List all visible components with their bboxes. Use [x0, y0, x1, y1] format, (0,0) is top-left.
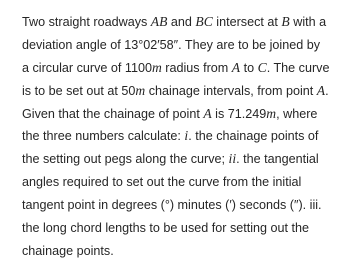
math-term: m	[151, 59, 162, 75]
text: the setting out pegs along the curve;	[22, 152, 229, 167]
question-line-7	[22, 148, 346, 171]
text: , where	[276, 106, 318, 121]
question-line-5	[22, 103, 346, 126]
question-text	[22, 11, 346, 263]
question-line-8: angles required to set out the curve from the initial	[22, 175, 302, 190]
math-term: m	[135, 82, 146, 98]
text: chainage intervals, from point	[145, 83, 317, 98]
question-line-9: tangent point in degrees (°) minutes (′) seconds (″). iii.	[22, 198, 322, 213]
text: Two straight roadways	[22, 15, 151, 29]
math-term: ii	[228, 151, 237, 167]
text: . the tangential	[236, 152, 319, 167]
math-term: C	[257, 59, 267, 75]
text: is to be set out at 50	[22, 83, 136, 98]
text: is 71.249	[211, 106, 267, 121]
math-term: m	[266, 105, 277, 121]
question-line-10: the long chord lengths to be used for setting out the	[22, 221, 310, 236]
text: . They are to be joined by	[178, 37, 321, 52]
text: intersect at	[212, 15, 282, 29]
math-term: A	[316, 82, 326, 98]
text: .	[325, 83, 329, 98]
math-term: i	[184, 128, 189, 144]
text: radius from	[161, 60, 232, 75]
question-line-6	[22, 125, 346, 148]
text: Given that the chainage of point	[22, 106, 204, 121]
math-term: A	[231, 59, 241, 75]
text: to	[240, 60, 258, 75]
text: . the chainage points of	[188, 129, 319, 144]
text: the three numbers calculate:	[22, 129, 185, 144]
question-line-11: chainage points.	[22, 243, 114, 258]
deviation-angle: 13°02′58″	[124, 37, 179, 52]
text: a circular curve of 1100	[22, 60, 152, 75]
question-line-2	[22, 34, 346, 57]
math-term: AB	[150, 14, 168, 29]
math-term: A	[203, 105, 212, 121]
question-line-3	[22, 57, 346, 80]
text: deviation angle of	[22, 37, 125, 52]
question-line-1	[22, 11, 346, 34]
text: . The curve	[266, 60, 330, 75]
math-term: BC	[195, 14, 213, 29]
math-term: B	[281, 14, 290, 29]
text: and	[167, 15, 196, 29]
question-line-4	[22, 80, 346, 103]
text: with a	[289, 15, 327, 29]
